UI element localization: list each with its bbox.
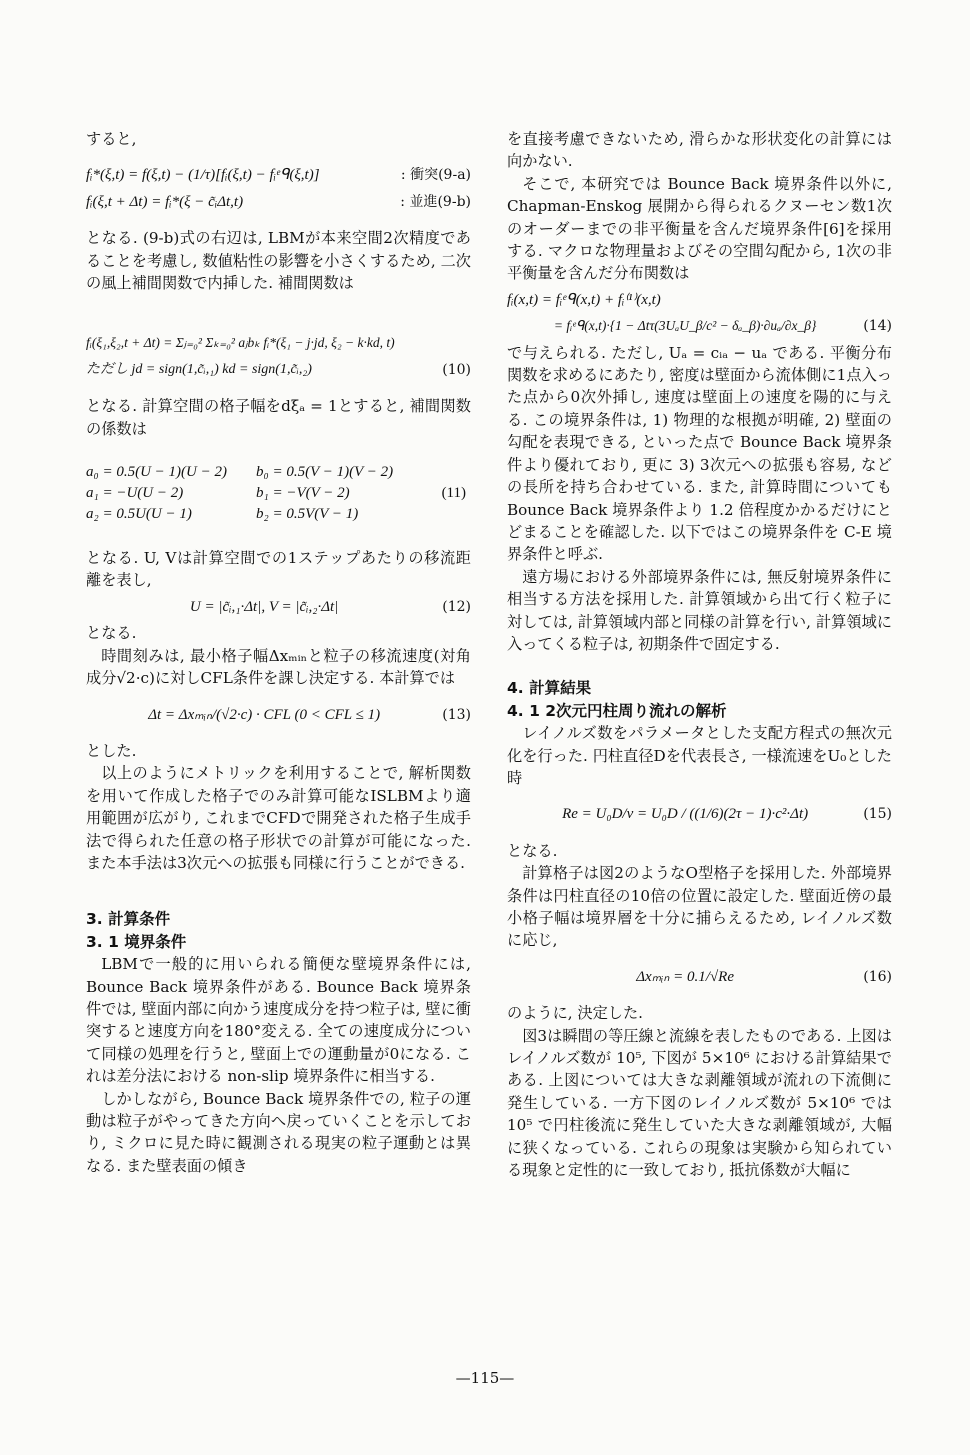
paragraph: すると, (86, 130, 137, 148)
equation-16 (507, 966, 892, 988)
equation-body: Δt = Δxₘᵢₙ/(√2·c) · CFL (0 < CFL ≤ 1) (148, 706, 381, 723)
equation-body: fᵢ(x,t) = fᵢᵉᑫ(x,t) + fᵢ⁽¹⁾(x,t) (507, 291, 661, 308)
equation-label: : 並進(9-b) (400, 193, 471, 210)
equation-15 (507, 803, 892, 825)
paragraph: とした. (86, 741, 137, 760)
paragraph: となる. (9-b)式の右辺は, LBMが本来空間2次精度であることを考慮し, 数値粘性の影響を小さくするため, 二次の風上補間関数で内挿した. 補間関数は (86, 229, 471, 293)
coefficient: a₁ = −U(U − 2) (86, 485, 184, 502)
paragraph: しかしながら, Bounce Back 境界条件での, 粒子の運動は粒子がやってきた方向へ戻っていくことを示しており, ミクロに見た時に観測される現実の粒子運動とは異なる. また壁表面の傾き (86, 1089, 471, 1175)
page-number: —115— (455, 1369, 515, 1387)
section-heading: 4. 計算結果 (507, 679, 592, 698)
subsection-heading: 3. 1 境界条件 (86, 932, 187, 951)
equation-14b (507, 315, 892, 337)
paragraph: 図3は瞬間の等圧線と流線を表したものである. 上図はレイノルズ数が 10⁵, 下図が 5×10⁶ における計算結果である. 上図については大きな剥離領域が流れの下流側に発生している. 一方下図のレイノルズ数が 5×10⁶ では 10⁵ で円柱後流に発生していた大きな剥離領域が, 大幅に狭くなっている. これらの現象は実験から知られている現象と定性的に一致しており, 抵抗係数が大幅に (507, 1026, 892, 1180)
equation-note: ただし jd = sign(1,c̃ᵢ,₁) kd = sign(1,c̃ᵢ,₂) (86, 361, 312, 377)
equation-13 (86, 704, 471, 726)
coefficient: b₂ = 0.5V(V − 1) (256, 506, 359, 523)
subsection-heading: 4. 1 2次元円柱周り流れの解析 (507, 701, 727, 720)
equation-number: (16) (863, 968, 892, 985)
coefficient: b₁ = −V(V − 2) (256, 485, 350, 502)
equation-label: : 衝突(9-a) (400, 167, 471, 184)
paragraph: となる. 計算空間の格子幅をdξₐ = 1とすると, 補間関数の係数は (86, 397, 471, 438)
section-heading: 3. 計算条件 (86, 910, 171, 929)
equation-number: (15) (863, 806, 892, 823)
paragraph: となる. (507, 841, 558, 860)
equation-body: fᵢ*(ξ,t) = f(ξ,t) − (1/τ)[fᵢ(ξ,t) − fᵢᵉᑫ(ξ,t)] (86, 167, 320, 184)
paragraph: となる. (86, 624, 137, 643)
equation-number: (13) (442, 706, 471, 723)
equation-10-note (86, 359, 471, 381)
equation-10 (86, 332, 471, 354)
equation-number: (10) (442, 361, 471, 378)
equation-number: (14) (863, 318, 892, 335)
paragraph: LBMで一般的に用いられる簡便な壁境界条件には, Bounce Back 境界条件がある. Bounce Back 境界条件では, 壁面内部に向かう速度成分を持つ粒子は, 壁に衝突すると速度方向を180°変える. 全ての速度成分について同様の処理を行うと, 壁面上での運動量が0になる. これは差分法における non-slip 境界条件に相当する. (86, 955, 471, 1086)
coefficient-table (86, 462, 471, 525)
equation-body: Re = U₀D/ν = U₀D / ((1/6)(2τ − 1)·c²·Δt) (562, 806, 809, 823)
coefficient: b₀ = 0.5(V − 1)(V − 2) (256, 464, 394, 481)
paragraph: となる. U, Vは計算空間での1ステップあたりの移流距離を表し, (86, 549, 471, 590)
right-column (507, 128, 892, 1181)
equation-body: U = |c̃ᵢ,₁·Δt|, V = |c̃ᵢ,₂·Δt| (189, 598, 339, 615)
equation-14a (507, 289, 892, 311)
paragraph: のように, 決定した. (507, 1004, 643, 1023)
equation-number: (12) (442, 598, 471, 615)
paragraph: そこで, 本研究では Bounce Back 境界条件以外に, Chapman-Enskog 展開から得られるクヌーセン数1次のオーダーまでの非平衡量を含んだ境界条件[6]を採用する. マクロな物理量およびその空間勾配から, 1次の非平衡量を含んだ分布関数は (507, 174, 892, 283)
equation-body: = fᵢᵉᑫ(x,t)·{1 − Δtτ(3UₐU_β/c² − δₐ_β)·∂uₐ/∂x_β} (553, 318, 817, 334)
left-column (86, 128, 471, 1177)
equation-9b (86, 191, 471, 213)
coefficient: a₂ = 0.5U(U − 1) (86, 506, 192, 523)
paragraph: レイノルズ数をパラメータとした支配方程式の無次元化を行った. 円柱直径Dを代表長さ, 一様流速をU₀とした時 (507, 724, 892, 787)
paragraph: で与えられる. ただし, Uₐ = cᵢₐ − uₐ である. 平衡分布関数を求めるにあたり, 密度は壁面から流体側に1点入った点から0次外挿し, 速度は壁面上の速度を陽的に与える. この境界条件は, 1) 物理的な根拠が明確, 2) 壁面の勾配を表現できる, といった点で Bounce Back 境界条件より優れており, 更に 3) 3次元への拡張も容易, などの長所を持ち合わせている. また, 計算時間についても Bounce Back 境界条件より 1.2 倍程度かかるだけにとどまることを確認した. 以下ではこの境界条件を C-E 境界条件と呼ぶ. (507, 343, 892, 564)
paragraph: 以上のようにメトリックを利用することで, 解析関数を用いて作成した格子でのみ計算可能なISLBMより適用範囲が広がり, これまでCFDで開発された格子生成手法で得られた任意の格子形状での計算が可能になった. また本手法は3次元への拡張も同様に行うことができる. (86, 764, 471, 872)
paragraph: を直接考慮できないため, 滑らかな形状変化の計算には向かない. (507, 130, 892, 171)
equation-12 (86, 596, 471, 618)
paragraph: 時間刻みは, 最小格子幅Δxₘᵢₙと粒子の移流速度(対角成分√2·c)に対しCFL条件を課し決定する. 本計算では (86, 646, 471, 688)
equation-body: fᵢ(ξ,t + Δt) = fᵢ*(ξ − c̃ᵢΔt,t) (86, 193, 244, 210)
equation-body: fᵢ(ξ₁,ξ₂,t + Δt) = Σⱼ₌₀² Σₖ₌₀² aⱼbₖ fᵢ*(ξ₁ − j·jd, ξ₂ − k·kd, t) (86, 335, 395, 351)
equation-9a (86, 164, 471, 186)
paragraph: 遠方場における外部境界条件には, 無反射境界条件に相当する方法を採用した. 計算領域から出て行く粒子に対しては, 計算領域内部と同様の計算を行い, 計算領域に入ってくる粒子は, 初期条件で固定する. (507, 567, 892, 653)
equation-number: (11) (441, 485, 466, 502)
coefficient: a₀ = 0.5(U − 1)(U − 2) (86, 464, 227, 481)
equation-body: Δxₘᵢₙ = 0.1/√Re (636, 968, 734, 985)
paragraph: 計算格子は図2のようなO型格子を採用した. 外部境界条件は円柱直径の10倍の位置に設定した. 壁面近傍の最小格子幅は境界層を十分に捕らえるため, レイノルズ数に応じ, (507, 864, 892, 950)
